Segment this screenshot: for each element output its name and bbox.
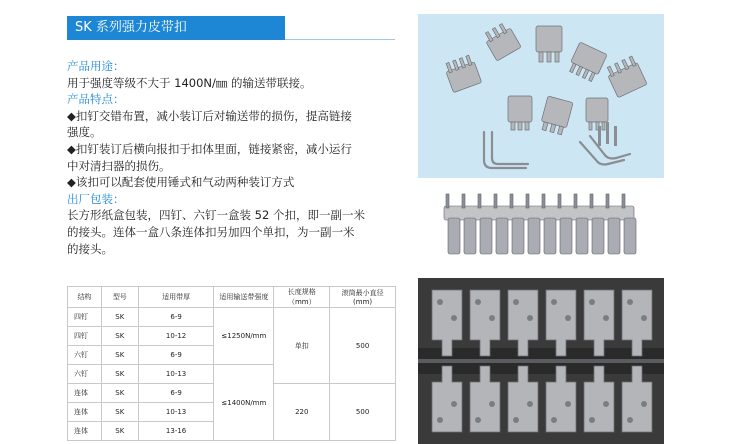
cell-thickness: 10-12: [138, 327, 214, 346]
cell-min-drum: 500: [330, 384, 396, 441]
cell-thickness: 10-13: [138, 403, 214, 422]
header-min-drum: 滚筒最小直径(mm): [330, 287, 396, 308]
header-length: 长度规格（mm）: [274, 287, 330, 308]
product-photo-installed-fasteners: [418, 278, 664, 444]
cell-thickness: 10-13: [138, 365, 214, 384]
feature-item-continued: 强度。: [67, 125, 102, 140]
usage-heading: 产品用途：: [67, 59, 125, 73]
cell-thickness: 6-9: [138, 384, 214, 403]
cell-model: SK: [101, 384, 138, 403]
feature-item: ◆该扣可以配套使用锤式和气动两种装订方式: [67, 175, 295, 190]
cell-strength: ≤1250N/mm: [214, 308, 274, 365]
feature-item: ◆扣钉装订后横向报扣于扣体里面，链接紧密，减小运行: [67, 141, 352, 156]
packing-line: 的接头。: [67, 241, 113, 256]
cell-structure: 四钉: [68, 327, 102, 346]
cell-structure: 连体: [68, 422, 102, 441]
header-model: 型号: [101, 287, 138, 308]
cell-model: SK: [101, 346, 138, 365]
cell-thickness: 13-16: [138, 422, 214, 441]
cell-length: 单扣: [274, 308, 330, 384]
packing-line: 长方形纸盒包装，四钉、六钉一盒装 52 个扣，即一副一米: [67, 208, 365, 223]
cell-length: 220: [274, 384, 330, 441]
product-photo-assorted-fasteners: [418, 14, 664, 178]
page-title-text: SK 系列强力皮带扣: [75, 20, 187, 35]
usage-text: 用于强度等级不大于 1400N/㎜ 的输送带联接。: [67, 75, 312, 90]
feature-item-continued: 中对清扫器的损伤。: [67, 158, 171, 173]
table-header-row: [68, 287, 396, 308]
cell-model: SK: [101, 308, 138, 327]
features-heading: 产品特点：: [67, 92, 125, 107]
header-belt-strength: 适用输送带强度: [214, 287, 274, 308]
cell-structure: 四钉: [68, 308, 102, 327]
cell-thickness: 6-9: [138, 346, 214, 365]
packing-line: 的接头。连体一盒八条连体扣另加四个单扣，为一副一米: [67, 224, 355, 239]
table-row: [68, 308, 396, 327]
cell-structure: 连体: [68, 384, 102, 403]
header-structure: 结构: [68, 287, 102, 308]
cell-thickness: 6-9: [138, 308, 214, 327]
spec-table: [67, 286, 396, 441]
cell-structure: 六钉: [68, 365, 102, 384]
packing-heading: 出厂包装：: [67, 191, 125, 206]
cell-model: SK: [101, 403, 138, 422]
cell-structure: 连体: [68, 403, 102, 422]
cell-model: SK: [101, 365, 138, 384]
cell-model: SK: [101, 327, 138, 346]
cell-structure: 六钉: [68, 346, 102, 365]
cell-min-drum: 500: [330, 308, 396, 384]
title-divider: [285, 39, 395, 40]
cell-model: SK: [101, 422, 138, 441]
page-title: [67, 16, 285, 40]
product-description: [67, 58, 397, 257]
header-belt-thickness: 适用带厚: [138, 287, 214, 308]
feature-item: ◆扣钉交错布置，减小装订后对输送带的损伤，提高链接: [67, 108, 352, 123]
product-photo-joint-fastener: [418, 188, 664, 274]
cell-strength: ≤1400N/mm: [214, 365, 274, 441]
